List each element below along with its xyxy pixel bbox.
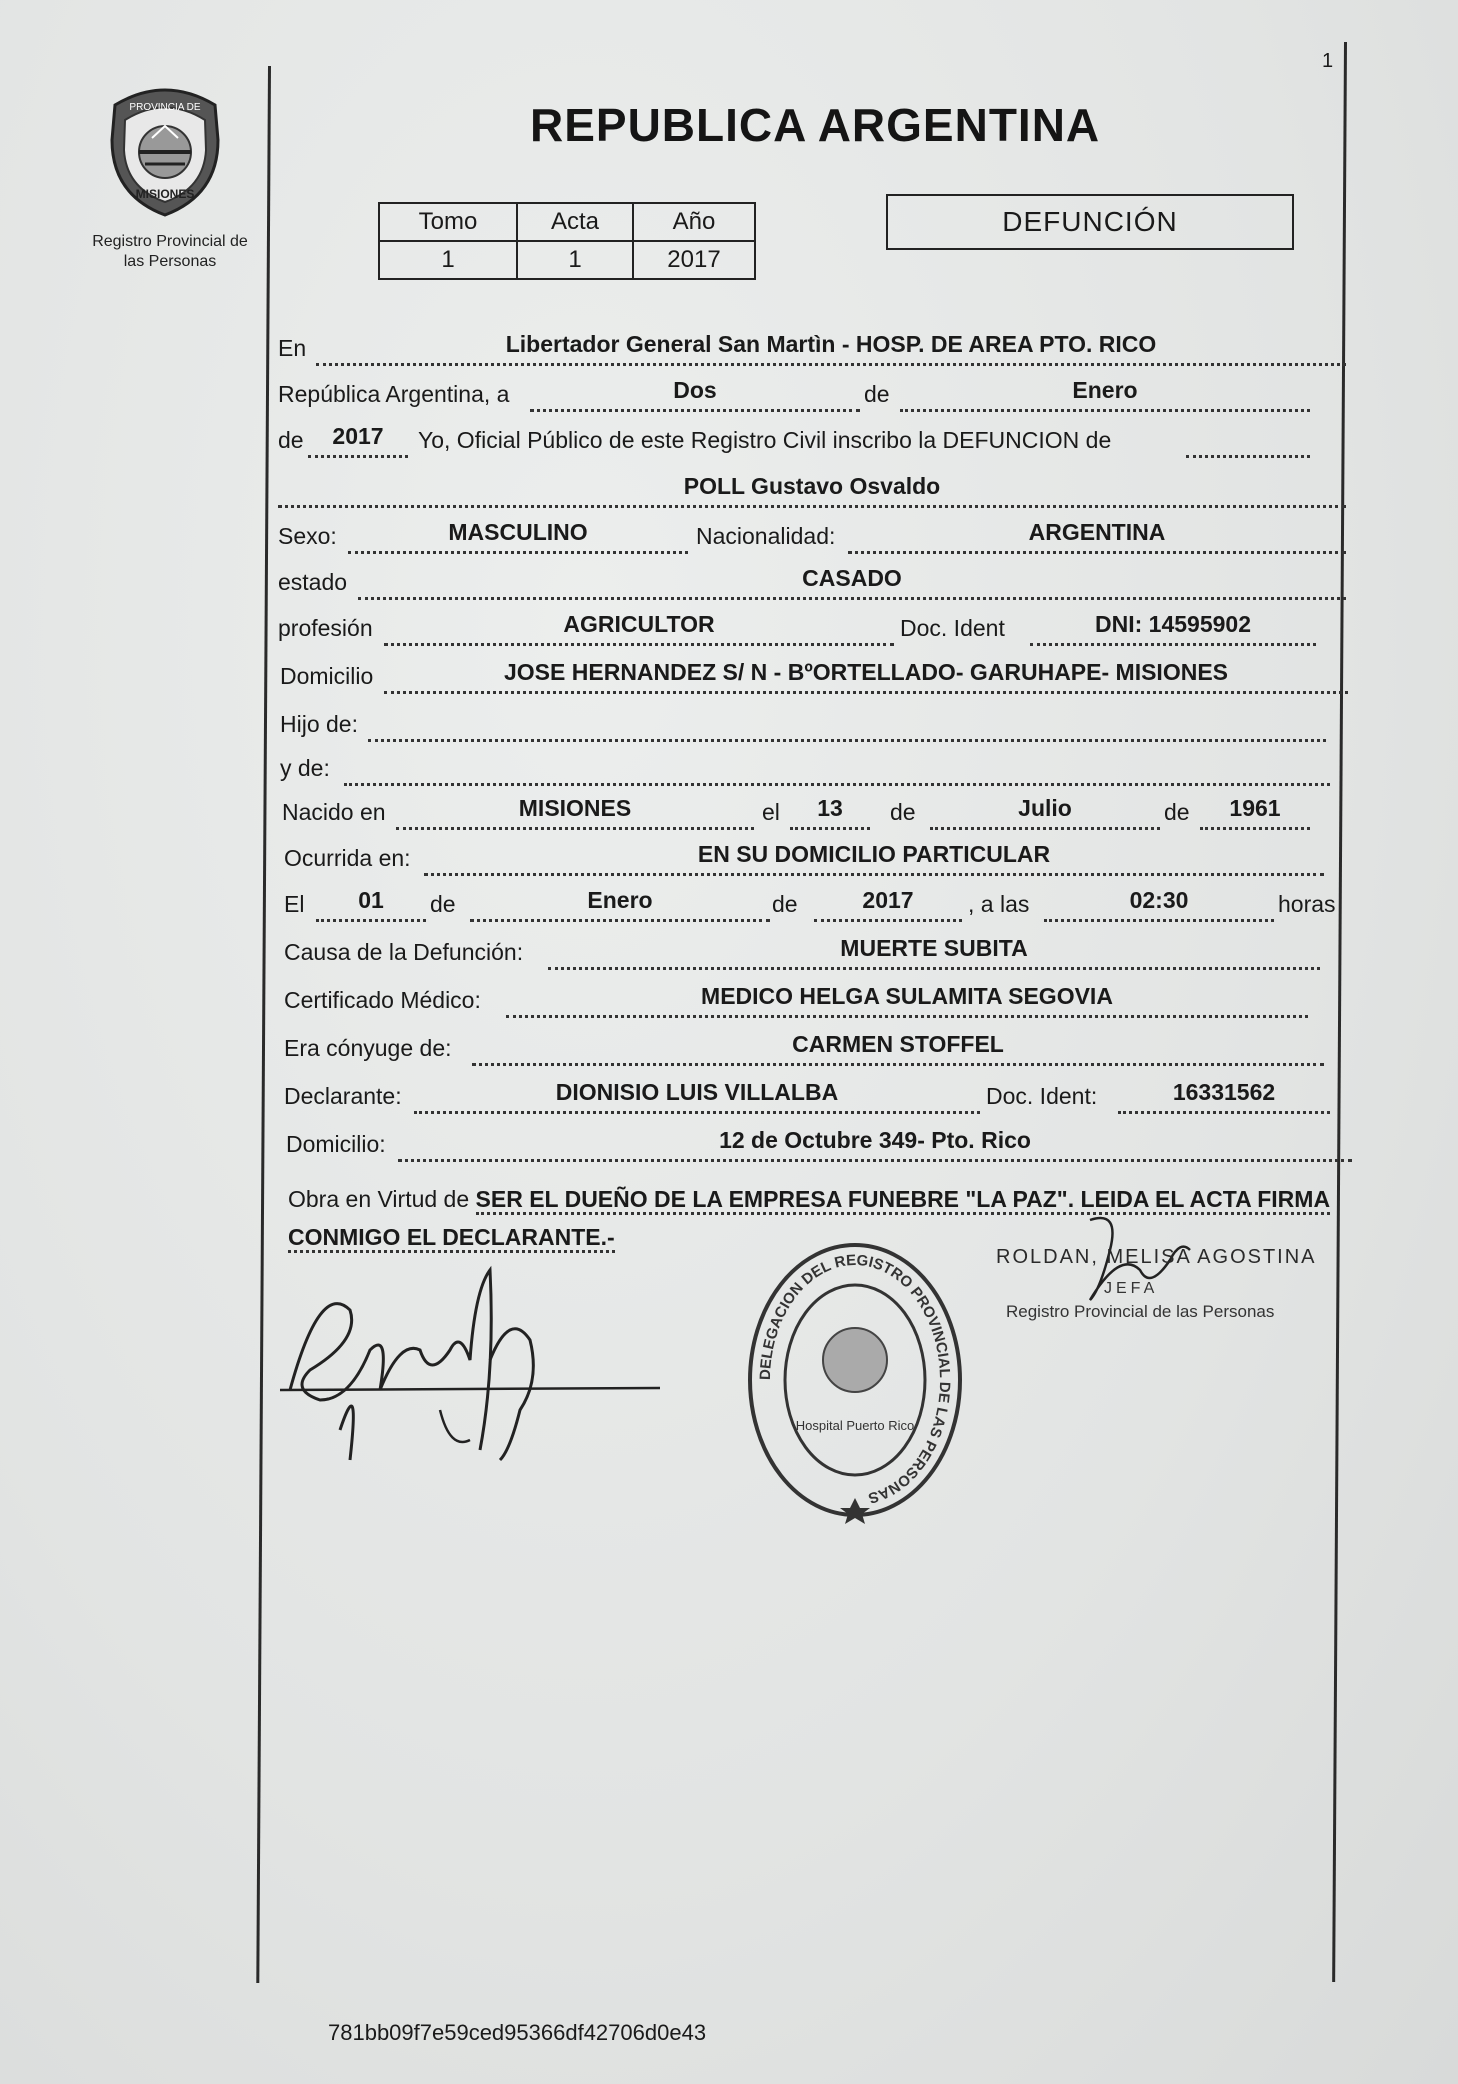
row-cause bbox=[284, 930, 1354, 970]
registry-value-tomo: 1 bbox=[379, 241, 517, 279]
de-label-4: de bbox=[1164, 799, 1190, 825]
declarant-doc-label: Doc. Ident: bbox=[986, 1083, 1098, 1109]
row-parent-2 bbox=[280, 746, 1350, 786]
declarant-field: DIONISIO LUIS VILLALBA bbox=[414, 1077, 980, 1114]
declarant-address-label: Domicilio: bbox=[286, 1131, 386, 1157]
doc-label: Doc. Ident bbox=[900, 615, 1005, 641]
row-birth bbox=[282, 790, 1352, 830]
province-crest-logo bbox=[100, 80, 230, 220]
de-label-1: de bbox=[864, 381, 890, 407]
row-address bbox=[280, 654, 1350, 694]
row-sex-nationality bbox=[278, 514, 1348, 554]
stamp-inner-text: Hospital Puerto Rico bbox=[795, 1418, 915, 1433]
logo-top-text: PROVINCIA DE bbox=[129, 102, 201, 113]
birth-year-field: 1961 bbox=[1200, 793, 1310, 830]
registration-text: Yo, Oficial Público de este Registro Civil inscribo la DEFUNCION de bbox=[418, 427, 1112, 453]
row-spouse bbox=[284, 1026, 1354, 1066]
civil-status-field: CASADO bbox=[358, 563, 1346, 600]
declarant-doc-field: 16331562 bbox=[1118, 1077, 1330, 1114]
row-death-place bbox=[284, 836, 1354, 876]
logo-bottom-text: MISIONES bbox=[135, 187, 195, 201]
sex-label: Sexo: bbox=[278, 523, 337, 549]
profession-label: profesión bbox=[278, 615, 373, 641]
death-month-field: Enero bbox=[470, 885, 770, 922]
place-field: Libertador General San Martìn - HOSP. DE AREA PTO. RICO bbox=[316, 329, 1346, 366]
page-number: 1 bbox=[1322, 50, 1334, 72]
profession-field: AGRICULTOR bbox=[384, 609, 894, 646]
document-title: REPUBLICA ARGENTINA bbox=[530, 99, 1101, 151]
row-parent-1 bbox=[280, 702, 1350, 742]
reg-day-field: Dos bbox=[530, 375, 860, 412]
birth-day-field: 13 bbox=[790, 793, 870, 830]
death-year-field: 2017 bbox=[814, 885, 962, 922]
parent-2-field bbox=[344, 749, 1330, 786]
address-label: Domicilio bbox=[280, 663, 374, 689]
row-registration-text bbox=[278, 418, 1348, 458]
el-label: el bbox=[762, 799, 780, 825]
en-label: En bbox=[278, 335, 307, 361]
row-medical-certificate bbox=[284, 978, 1354, 1018]
certificate-label: Certificado Médico: bbox=[284, 987, 481, 1013]
row-civil-status bbox=[278, 560, 1348, 600]
declarant-signature bbox=[280, 1250, 680, 1470]
de-label-2: de bbox=[278, 427, 304, 453]
declarant-label: Declarante: bbox=[284, 1083, 402, 1109]
registry-value-acta: 1 bbox=[517, 241, 633, 279]
deceased-name-field: POLL Gustavo Osvaldo bbox=[278, 471, 1346, 508]
registry-header-tomo: Tomo bbox=[379, 203, 517, 241]
row-name bbox=[278, 468, 1348, 508]
doc-field: DNI: 14595902 bbox=[1030, 609, 1316, 646]
reg-year-field: 2017 bbox=[308, 421, 408, 458]
nationality-field: ARGENTINA bbox=[848, 517, 1346, 554]
row-date-registration bbox=[278, 372, 1348, 412]
registry-table bbox=[378, 202, 756, 280]
address-field: JOSE HERNANDEZ S/ N - BºORTELLADO- GARUHAPE- MISIONES bbox=[384, 657, 1348, 694]
official-stamp bbox=[740, 1230, 970, 1530]
registry-header-anio: Año bbox=[633, 203, 755, 241]
death-time-field: 02:30 bbox=[1044, 885, 1274, 922]
document-type-box: DEFUNCIÓN bbox=[886, 194, 1294, 250]
reg-month-field: Enero bbox=[900, 375, 1310, 412]
row-place bbox=[278, 326, 1348, 366]
stamp-ring-text: DELEGACION DEL REGISTRO PROVINCIAL DE LAS PERSONAS bbox=[756, 1251, 954, 1507]
logo-caption-line-2: las Personas bbox=[123, 253, 217, 270]
document-hash: 781bb09f7e59ced95366df42706d0e43 bbox=[328, 2020, 707, 2045]
official-role: JEFA bbox=[1104, 1280, 1159, 1297]
de-label-3: de bbox=[890, 799, 916, 825]
registration-tail-field bbox=[1186, 421, 1310, 458]
registry-header-acta: Acta bbox=[517, 203, 633, 241]
logo-caption bbox=[70, 232, 270, 272]
row-death-date bbox=[284, 882, 1354, 922]
parent-1-field bbox=[368, 705, 1326, 742]
nationality-label: Nacionalidad: bbox=[696, 523, 836, 549]
death-place-label: Ocurrida en: bbox=[284, 845, 411, 871]
at-label: , a las bbox=[968, 891, 1030, 917]
parent-1-label: Hijo de: bbox=[280, 711, 358, 737]
registry-value-row bbox=[379, 241, 755, 279]
official-organization: Registro Provincial de las Personas bbox=[1006, 1302, 1275, 1321]
parent-2-label: y de: bbox=[280, 755, 330, 781]
row-profession-doc bbox=[278, 606, 1348, 646]
row-declarant bbox=[284, 1074, 1354, 1114]
logo-caption-line-1: Registro Provincial de bbox=[92, 233, 248, 250]
row-declarant-address bbox=[286, 1122, 1356, 1162]
de-label-5: de bbox=[430, 891, 456, 917]
certificate-field: MEDICO HELGA SULAMITA SEGOVIA bbox=[506, 981, 1308, 1018]
death-place-field: EN SU DOMICILIO PARTICULAR bbox=[424, 839, 1324, 876]
birth-month-field: Julio bbox=[930, 793, 1160, 830]
spouse-field: CARMEN STOFFEL bbox=[472, 1029, 1324, 1066]
spouse-label: Era cónyuge de: bbox=[284, 1035, 452, 1061]
declarant-address-field: 12 de Octubre 349- Pto. Rico bbox=[398, 1125, 1352, 1162]
civil-status-label: estado bbox=[278, 569, 348, 595]
rep-label: República Argentina, a bbox=[278, 381, 510, 407]
registry-value-anio: 2017 bbox=[633, 241, 755, 279]
birth-place-field: MISIONES bbox=[396, 793, 754, 830]
cause-field: MUERTE SUBITA bbox=[548, 933, 1320, 970]
el-label-2: El bbox=[284, 891, 305, 917]
cause-label: Causa de la Defunción: bbox=[284, 939, 524, 965]
reason-value: SER EL DUEÑO DE LA EMPRESA FUNEBRE "LA PAZ". LEIDA EL ACTA FIRMA CONMIGO EL DECLARANTE.- bbox=[288, 1186, 1330, 1253]
reason-label: Obra en Virtud de bbox=[288, 1186, 470, 1212]
sex-field: MASCULINO bbox=[348, 517, 688, 554]
de-label-6: de bbox=[772, 891, 798, 917]
hours-label: horas bbox=[1278, 891, 1336, 917]
death-day-field: 01 bbox=[316, 885, 426, 922]
birth-place-label: Nacido en bbox=[282, 799, 386, 825]
registry-header-row bbox=[379, 203, 755, 241]
official-name: ROLDAN, MELISA AGOSTINA bbox=[996, 1246, 1317, 1268]
